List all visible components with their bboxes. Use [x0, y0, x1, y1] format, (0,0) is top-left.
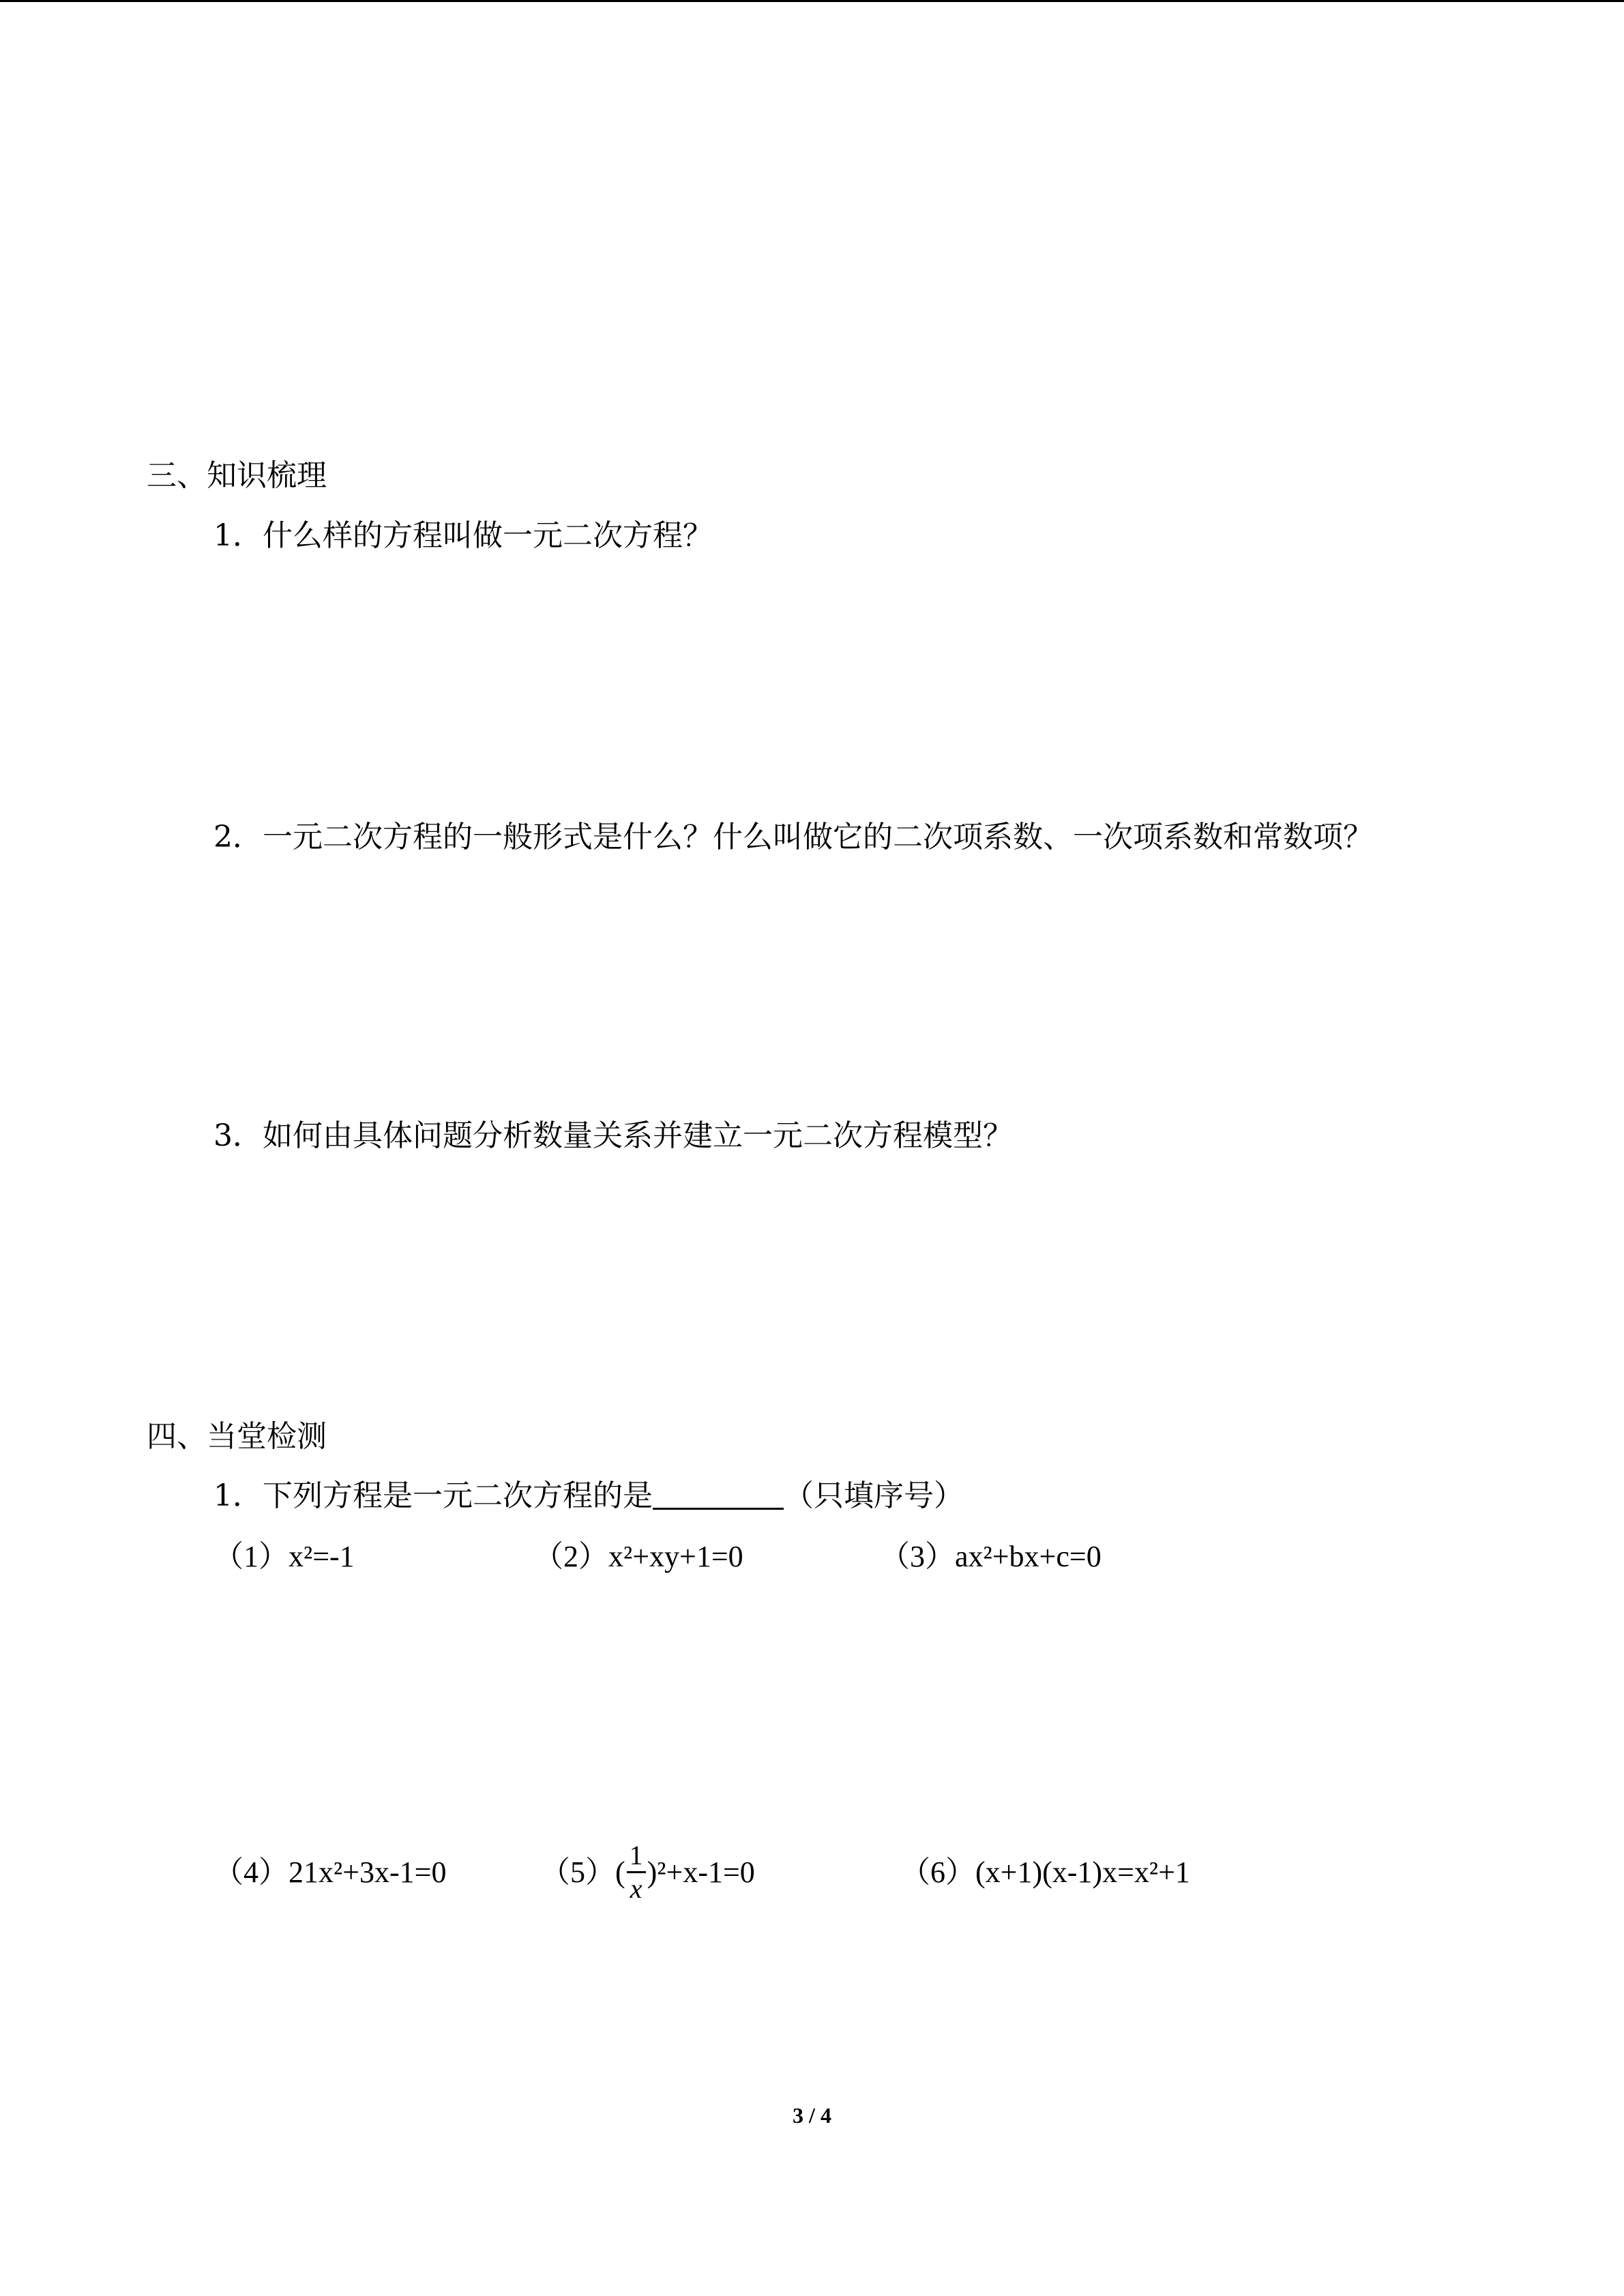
top-border-line — [0, 0, 1624, 2]
option-5-prefix: （5）( — [540, 1855, 625, 1889]
option-3: （3）ax²+bx+c=0 — [880, 1540, 1102, 1573]
page-number: 3 / 4 — [793, 2103, 831, 2128]
answer-blank — [653, 1480, 784, 1510]
option-1: （1）x²=-1 — [213, 1540, 355, 1573]
section-4-heading: 四、当堂检测 — [147, 1419, 327, 1454]
question-1-note: （只填序号） — [784, 1478, 964, 1513]
section-3-question-2: 2．一元二次方程的一般形式是什么？什么叫做它的二次项系数、一次项系数和常数项？ — [213, 820, 1373, 854]
section-3-question-3: 3．如何由具体问题分析数量关系并建立一元二次方程模型？ — [213, 1118, 1013, 1153]
option-6: （6）(x+1)(x-1)x=x²+1 — [900, 1855, 1190, 1889]
fraction-denominator: x — [630, 1873, 643, 1905]
option-5-suffix: )²+x-1=0 — [647, 1855, 755, 1889]
option-5 — [540, 1834, 755, 1911]
option-2: （2）x²+xy+1=0 — [533, 1540, 743, 1573]
question-1-text: 1．下列方程是一元二次方程的是 — [213, 1478, 653, 1513]
fraction-one-over-x — [627, 1840, 646, 1905]
section-3-question-1: 1．什么样的方程叫做一元二次方程？ — [213, 518, 713, 553]
fraction-numerator: 1 — [627, 1840, 646, 1873]
option-4: （4）21x²+3x-1=0 — [213, 1855, 447, 1889]
section-4-question-1 — [213, 1477, 964, 1515]
section-3-heading: 三、知识梳理 — [147, 458, 327, 493]
